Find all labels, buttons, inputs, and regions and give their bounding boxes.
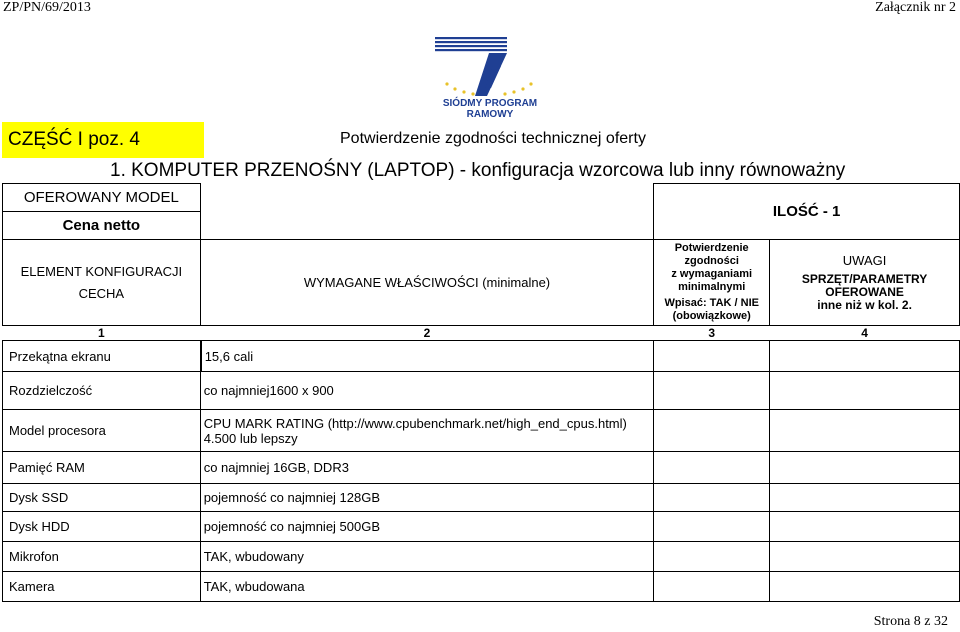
row-feature: Dysk HDD (3, 512, 201, 542)
attachment-label: Załącznik nr 2 (875, 0, 956, 15)
row-remarks-cell[interactable] (770, 512, 960, 542)
row-confirmation-cell[interactable] (654, 542, 770, 572)
row-remarks-cell[interactable] (770, 484, 960, 512)
spec-table (2, 183, 960, 602)
row-remarks-cell[interactable] (770, 410, 960, 452)
row-feature: Kamera (3, 572, 201, 602)
col-header-confirmation (654, 240, 770, 326)
row-requirement: co najmniej1600 x 900 (200, 372, 654, 410)
part-label: CZĘŚĆ I (8, 129, 83, 150)
col-header-confirmation-line4: minimalnymi (678, 281, 746, 293)
row-feature: Pamięć RAM (3, 452, 201, 484)
quantity-label: ILOŚĆ - 1 (654, 184, 960, 240)
table-row (3, 372, 960, 410)
logo-text-line1: SIÓDMY PROGRAM (442, 98, 538, 109)
row-remarks-cell[interactable] (770, 372, 960, 410)
row-confirmation-cell[interactable] (654, 452, 770, 484)
part-banner (2, 122, 204, 158)
fp7-logo (427, 34, 553, 120)
col-header-feature-line1: ELEMENT KONFIGURACJI (20, 263, 183, 279)
table-row (3, 512, 960, 542)
table-row (3, 572, 960, 602)
row-requirement: pojemność co najmniej 500GB (200, 512, 654, 542)
page-number: Strona 8 z 32 (873, 614, 948, 629)
table-row (3, 484, 960, 512)
offered-model-value[interactable] (200, 184, 654, 240)
table-row (3, 410, 960, 452)
row-requirement: pojemność co najmniej 128GB (200, 484, 654, 512)
row-confirmation-cell[interactable] (654, 512, 770, 542)
row-feature: Mikrofon (3, 542, 201, 572)
row-feature: Przekątna ekranu (3, 341, 201, 372)
col-header-feature (3, 240, 201, 326)
row-requirement-line1: CPU MARK RATING (http://www.cpubenchmark.net/high_end_cpus.html) (203, 415, 627, 431)
page-title: 1. KOMPUTER PRZENOŚNY (LAPTOP) - konfiguracja wzorcowa lub inny równoważny (110, 160, 846, 181)
row-remarks-cell[interactable] (770, 452, 960, 484)
col-number-2: 2 (423, 326, 431, 340)
col-header-remarks-line2: SPRZĘT/PARAMETRY (801, 271, 928, 286)
col-header-feature-line2: CECHA (78, 285, 125, 301)
table-row (3, 341, 960, 372)
col-header-requirement: WYMAGANE WŁAŚCIWOŚCI (minimalne) (200, 240, 654, 326)
fp7-logo-icon (427, 34, 553, 98)
col-header-confirmation-line2: zgodności (684, 255, 739, 267)
row-remarks-cell[interactable] (770, 341, 960, 372)
row-confirmation-cell[interactable] (654, 484, 770, 512)
row-requirement: co najmniej 16GB, DDR3 (200, 452, 654, 484)
confirmation-heading: Potwierdzenie zgodności technicznej oferty (340, 130, 646, 147)
row-remarks-cell[interactable] (770, 542, 960, 572)
col-number-1: 1 (98, 326, 105, 340)
col-header-remarks (770, 240, 960, 326)
col-header-confirmation-line3: z wymaganiami (671, 268, 753, 280)
row-feature: Rozdzielczość (3, 372, 201, 410)
part-position: poz. 4 (88, 129, 140, 150)
col-header-remarks-line3: OFEROWANE (825, 284, 904, 299)
col-header-confirmation-line5: Wpisać: TAK / NIE (664, 297, 759, 309)
col-number-3: 3 (708, 326, 716, 340)
row-feature: Model procesora (3, 410, 201, 452)
row-confirmation-cell[interactable] (654, 341, 770, 372)
logo-text-line2: RAMOWY (466, 109, 514, 120)
document-reference: ZP/PN/69/2013 (3, 0, 91, 15)
row-remarks-cell[interactable] (770, 572, 960, 602)
col-header-confirmation-line1: Potwierdzenie (674, 242, 749, 254)
table-row (3, 452, 960, 484)
row-confirmation-cell[interactable] (654, 572, 770, 602)
col-header-confirmation-line6: (obowiązkowe) (672, 310, 751, 322)
row-feature: Dysk SSD (3, 484, 201, 512)
row-requirement-text: 15,6 cali (201, 341, 654, 371)
row-confirmation-cell[interactable] (654, 410, 770, 452)
row-requirement (200, 341, 654, 372)
row-requirement (200, 410, 654, 452)
net-price-label: Cena netto (3, 212, 201, 240)
row-requirement: TAK, wbudowana (200, 572, 654, 602)
col-header-remarks-line1: UWAGI (842, 252, 887, 268)
col-header-remarks-line4: inne niż w kol. 2. (817, 297, 912, 312)
table-row (3, 542, 960, 572)
row-confirmation-cell[interactable] (654, 372, 770, 410)
col-number-4: 4 (861, 326, 868, 340)
offered-model-label: OFEROWANY MODEL (3, 184, 201, 212)
row-requirement-line2: 4.500 lub lepszy (203, 430, 298, 446)
row-requirement: TAK, wbudowany (200, 542, 654, 572)
